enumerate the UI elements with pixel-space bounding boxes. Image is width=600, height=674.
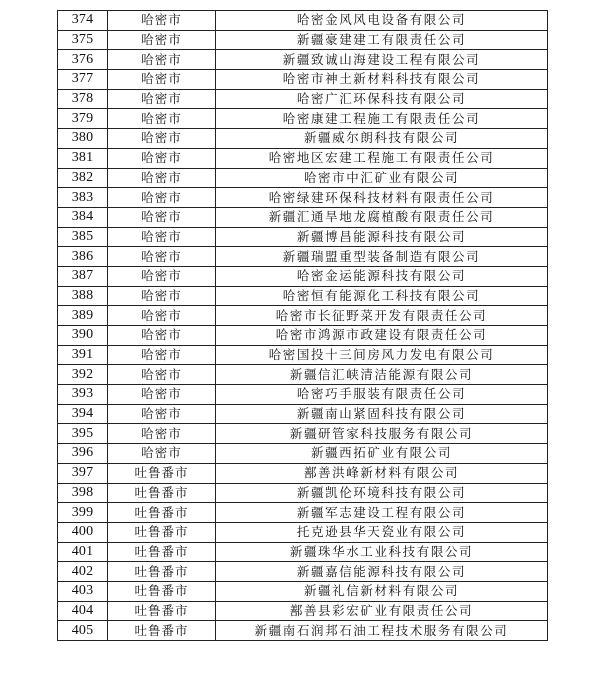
company-name-cell: 鄯善洪峰新材料有限公司 (216, 463, 548, 483)
table-row (58, 581, 548, 601)
company-name-cell: 哈密市神土新材料科技有限公司 (216, 70, 548, 90)
table-body (58, 11, 548, 641)
row-number-cell: 396 (58, 444, 108, 464)
row-number-cell: 398 (58, 483, 108, 503)
row-number-cell: 383 (58, 188, 108, 208)
city-cell: 哈密市 (108, 247, 216, 267)
row-number-cell: 394 (58, 404, 108, 424)
company-name-cell: 新疆研管家科技服务有限公司 (216, 424, 548, 444)
table-row (58, 30, 548, 50)
row-number-cell: 388 (58, 286, 108, 306)
company-name-cell: 哈密金运能源科技有限公司 (216, 266, 548, 286)
company-name-cell: 新疆瑞盟重型装备制造有限公司 (216, 247, 548, 267)
row-number-cell: 399 (58, 503, 108, 523)
city-cell: 哈密市 (108, 365, 216, 385)
company-list-table-wrapper (57, 10, 547, 641)
company-name-cell: 新疆珠华水工业科技有限公司 (216, 542, 548, 562)
city-cell: 吐鲁番市 (108, 621, 216, 641)
row-number-cell: 384 (58, 207, 108, 227)
city-cell: 吐鲁番市 (108, 463, 216, 483)
row-number-cell: 402 (58, 562, 108, 582)
company-name-cell: 新疆南山紧固科技有限公司 (216, 404, 548, 424)
row-number-cell: 386 (58, 247, 108, 267)
company-name-cell: 哈密市鸿源市政建设有限责任公司 (216, 326, 548, 346)
row-number-cell: 397 (58, 463, 108, 483)
city-cell: 吐鲁番市 (108, 483, 216, 503)
row-number-cell: 379 (58, 109, 108, 129)
row-number-cell: 393 (58, 385, 108, 405)
row-number-cell: 395 (58, 424, 108, 444)
table-row (58, 503, 548, 523)
table-row (58, 621, 548, 641)
city-cell: 哈密市 (108, 129, 216, 149)
city-cell: 哈密市 (108, 207, 216, 227)
company-name-cell: 哈密绿建环保科技材料有限责任公司 (216, 188, 548, 208)
table-row (58, 444, 548, 464)
company-name-cell: 哈密康建工程施工有限责任公司 (216, 109, 548, 129)
company-name-cell: 新疆嘉信能源科技有限公司 (216, 562, 548, 582)
table-row (58, 129, 548, 149)
company-name-cell: 哈密市长征野菜开发有限责任公司 (216, 306, 548, 326)
city-cell: 哈密市 (108, 306, 216, 326)
city-cell: 哈密市 (108, 286, 216, 306)
table-row (58, 227, 548, 247)
table-row (58, 188, 548, 208)
table-row (58, 385, 548, 405)
city-cell: 哈密市 (108, 168, 216, 188)
row-number-cell: 405 (58, 621, 108, 641)
company-name-cell: 新疆南石润邦石油工程技术服务有限公司 (216, 621, 548, 641)
row-number-cell: 375 (58, 30, 108, 50)
table-row (58, 365, 548, 385)
city-cell: 哈密市 (108, 30, 216, 50)
table-row (58, 89, 548, 109)
table-row (58, 562, 548, 582)
company-name-cell: 托克逊县华天瓷业有限公司 (216, 522, 548, 542)
table-row (58, 463, 548, 483)
row-number-cell: 392 (58, 365, 108, 385)
company-name-cell: 哈密广汇环保科技有限公司 (216, 89, 548, 109)
row-number-cell: 380 (58, 129, 108, 149)
row-number-cell: 390 (58, 326, 108, 346)
city-cell: 哈密市 (108, 188, 216, 208)
table-row (58, 326, 548, 346)
city-cell: 吐鲁番市 (108, 562, 216, 582)
row-number-cell: 404 (58, 601, 108, 621)
city-cell: 哈密市 (108, 50, 216, 70)
company-name-cell: 新疆豪建建工有限责任公司 (216, 30, 548, 50)
table-row (58, 483, 548, 503)
company-name-cell: 哈密国投十三间房风力发电有限公司 (216, 345, 548, 365)
city-cell: 哈密市 (108, 89, 216, 109)
company-name-cell: 鄯善县彩宏矿业有限责任公司 (216, 601, 548, 621)
city-cell: 哈密市 (108, 266, 216, 286)
table-row (58, 306, 548, 326)
city-cell: 吐鲁番市 (108, 542, 216, 562)
table-row (58, 247, 548, 267)
row-number-cell: 378 (58, 89, 108, 109)
city-cell: 哈密市 (108, 148, 216, 168)
company-name-cell: 新疆礼信新材料有限公司 (216, 581, 548, 601)
city-cell: 吐鲁番市 (108, 581, 216, 601)
table-row (58, 345, 548, 365)
row-number-cell: 377 (58, 70, 108, 90)
city-cell: 哈密市 (108, 326, 216, 346)
table-row (58, 148, 548, 168)
table-row (58, 70, 548, 90)
row-number-cell: 391 (58, 345, 108, 365)
company-name-cell: 新疆威尔朗科技有限公司 (216, 129, 548, 149)
table-row (58, 601, 548, 621)
table-row (58, 50, 548, 70)
row-number-cell: 385 (58, 227, 108, 247)
company-name-cell: 哈密巧手服装有限责任公司 (216, 385, 548, 405)
row-number-cell: 400 (58, 522, 108, 542)
company-name-cell: 新疆军志建设工程有限公司 (216, 503, 548, 523)
company-name-cell: 新疆博昌能源科技有限公司 (216, 227, 548, 247)
city-cell: 哈密市 (108, 109, 216, 129)
row-number-cell: 389 (58, 306, 108, 326)
row-number-cell: 401 (58, 542, 108, 562)
row-number-cell: 403 (58, 581, 108, 601)
city-cell: 哈密市 (108, 404, 216, 424)
table-row (58, 11, 548, 31)
table-row (58, 542, 548, 562)
city-cell: 吐鲁番市 (108, 522, 216, 542)
table-row (58, 286, 548, 306)
city-cell: 吐鲁番市 (108, 503, 216, 523)
row-number-cell: 387 (58, 266, 108, 286)
company-name-cell: 新疆凯伦环境科技有限公司 (216, 483, 548, 503)
table-row (58, 424, 548, 444)
company-name-cell: 新疆致诚山海建设工程有限公司 (216, 50, 548, 70)
company-name-cell: 哈密市中汇矿业有限公司 (216, 168, 548, 188)
company-name-cell: 哈密恒有能源化工科技有限公司 (216, 286, 548, 306)
company-name-cell: 哈密金风风电设备有限公司 (216, 11, 548, 31)
city-cell: 哈密市 (108, 11, 216, 31)
city-cell: 哈密市 (108, 424, 216, 444)
row-number-cell: 381 (58, 148, 108, 168)
table-row (58, 522, 548, 542)
table-row (58, 404, 548, 424)
row-number-cell: 374 (58, 11, 108, 31)
city-cell: 哈密市 (108, 227, 216, 247)
company-name-cell: 新疆信汇峡清洁能源有限公司 (216, 365, 548, 385)
city-cell: 哈密市 (108, 70, 216, 90)
table-row (58, 207, 548, 227)
table-row (58, 266, 548, 286)
row-number-cell: 376 (58, 50, 108, 70)
city-cell: 哈密市 (108, 444, 216, 464)
row-number-cell: 382 (58, 168, 108, 188)
company-name-cell: 新疆西拓矿业有限公司 (216, 444, 548, 464)
company-name-cell: 新疆汇通旱地龙腐植酸有限责任公司 (216, 207, 548, 227)
table-row (58, 109, 548, 129)
city-cell: 吐鲁番市 (108, 601, 216, 621)
table-row (58, 168, 548, 188)
city-cell: 哈密市 (108, 385, 216, 405)
company-list-table (57, 10, 548, 641)
company-name-cell: 哈密地区宏建工程施工有限责任公司 (216, 148, 548, 168)
city-cell: 哈密市 (108, 345, 216, 365)
